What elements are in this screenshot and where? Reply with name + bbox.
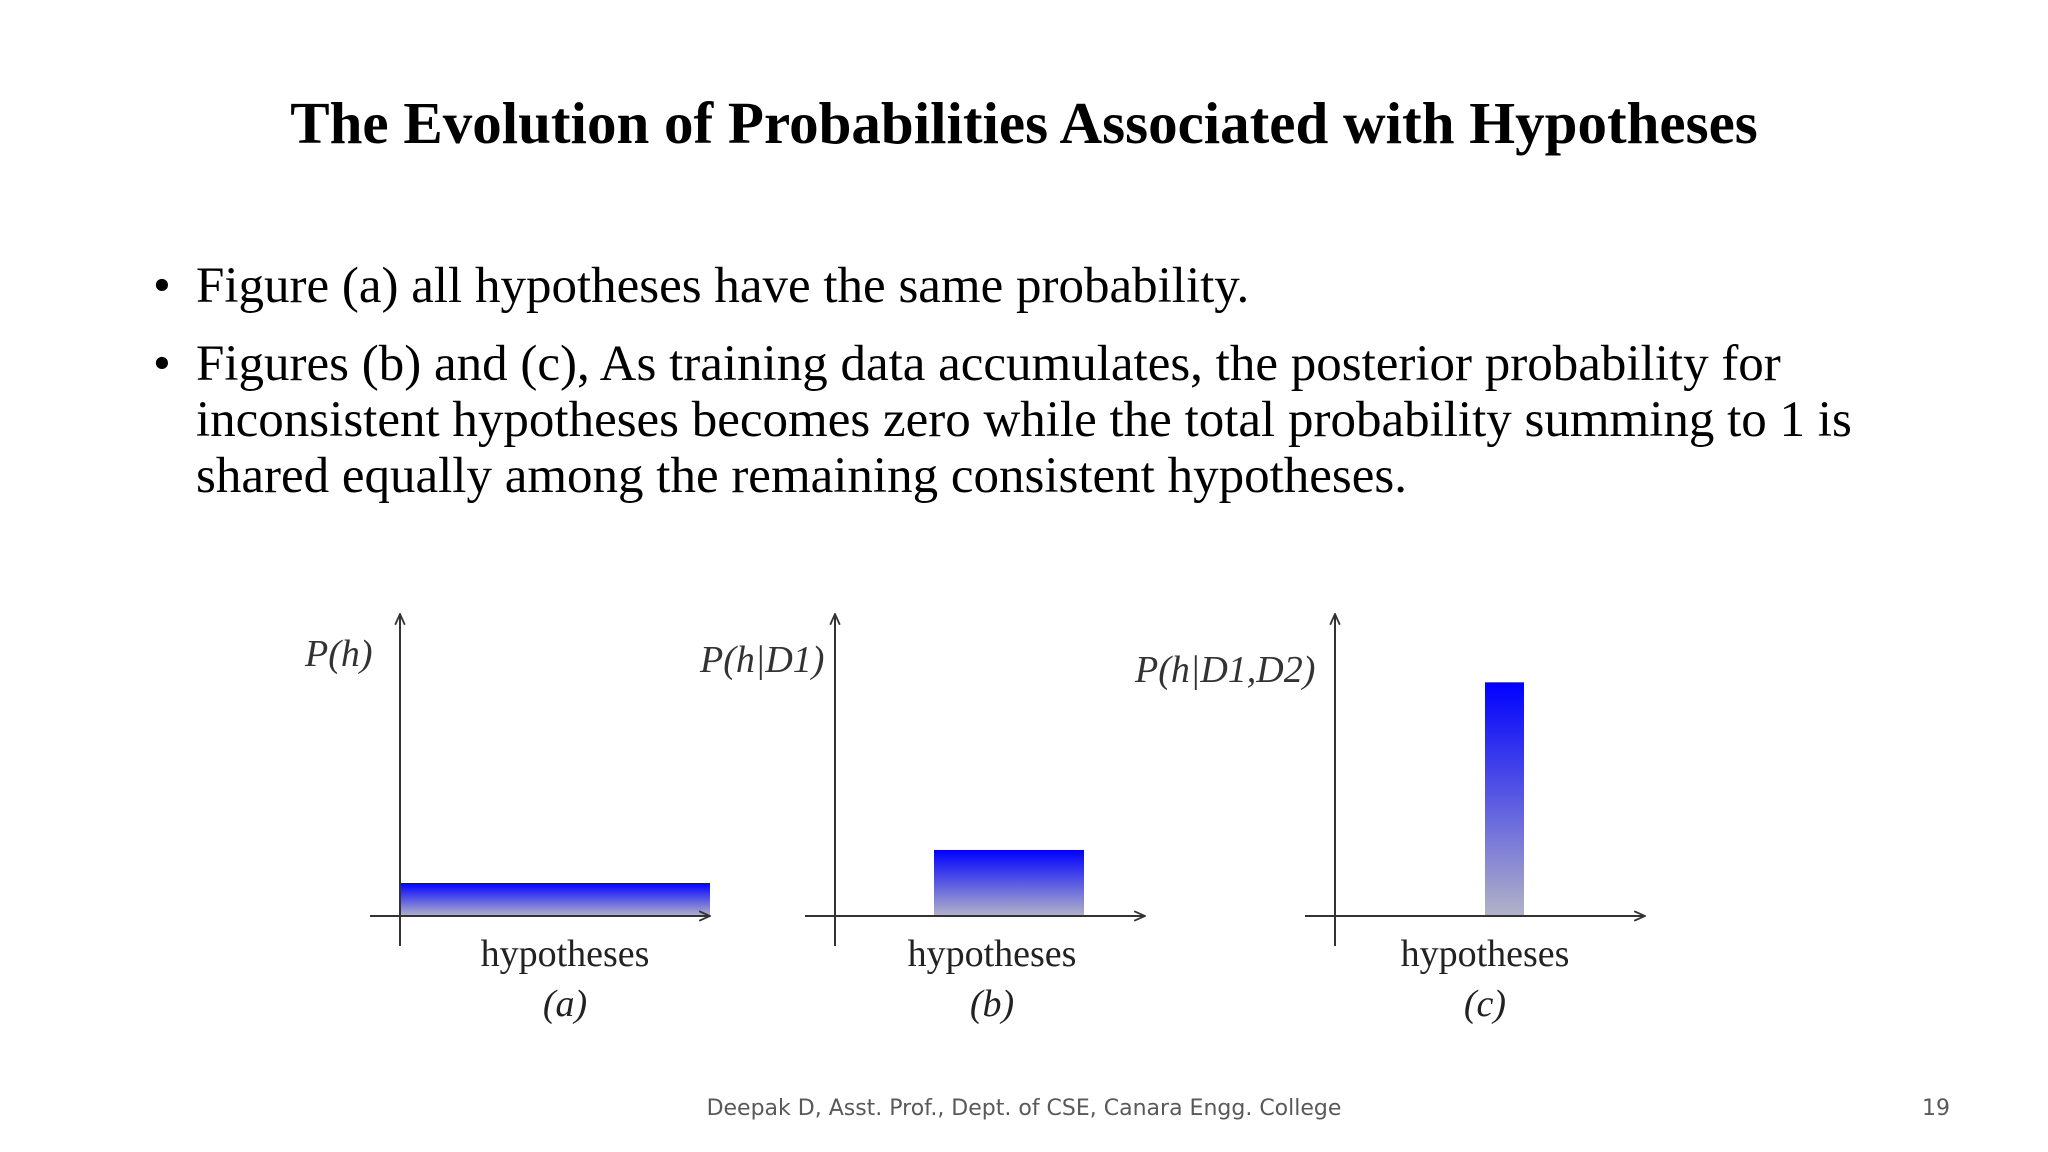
chart-panel-c — [1135, 610, 1600, 1040]
bullet-item — [150, 336, 1930, 504]
probability-bar — [400, 883, 710, 916]
bullet-item — [150, 258, 1930, 314]
chart-c-ylabel: P(h|D1,D2) — [1135, 649, 1316, 691]
chart-panel-a — [300, 610, 760, 1040]
slide-footer: Deepak D, Asst. Prof., Dept. of CSE, Canara Engg. College — [706, 1096, 1342, 1121]
bullet-dot: • — [153, 336, 171, 392]
bullet-dot: • — [153, 258, 171, 314]
chart-a-xlabel: hypotheses — [480, 933, 650, 975]
chart-a-caption: (a) — [542, 983, 588, 1025]
chart-c-caption: (c) — [1463, 983, 1507, 1025]
probability-bar — [1485, 682, 1524, 916]
probability-bar — [934, 850, 1084, 916]
bullet-list — [150, 258, 1930, 526]
bullet-text: Figures (b) and (c), As training data accumulates, the posterior probability for inconsistent hypotheses becomes zero while the total probability summing to 1 is shared equally among the remaining consistent hypotheses. — [196, 336, 1852, 504]
chart-a-ylabel: P(h) — [305, 633, 373, 675]
chart-b-xlabel: hypotheses — [907, 933, 1077, 975]
chart-panel-b — [700, 610, 1160, 1040]
slide-title: The Evolution of Probabilities Associated with Hypotheses — [290, 90, 1758, 156]
page-number: 19 — [1922, 1096, 1950, 1121]
chart-b-caption: (b) — [969, 983, 1015, 1025]
chart-c-xlabel: hypotheses — [1400, 933, 1570, 975]
bullet-text: Figure (a) all hypotheses have the same probability. — [196, 258, 1250, 314]
chart-b-ylabel: P(h|D1) — [700, 639, 825, 681]
